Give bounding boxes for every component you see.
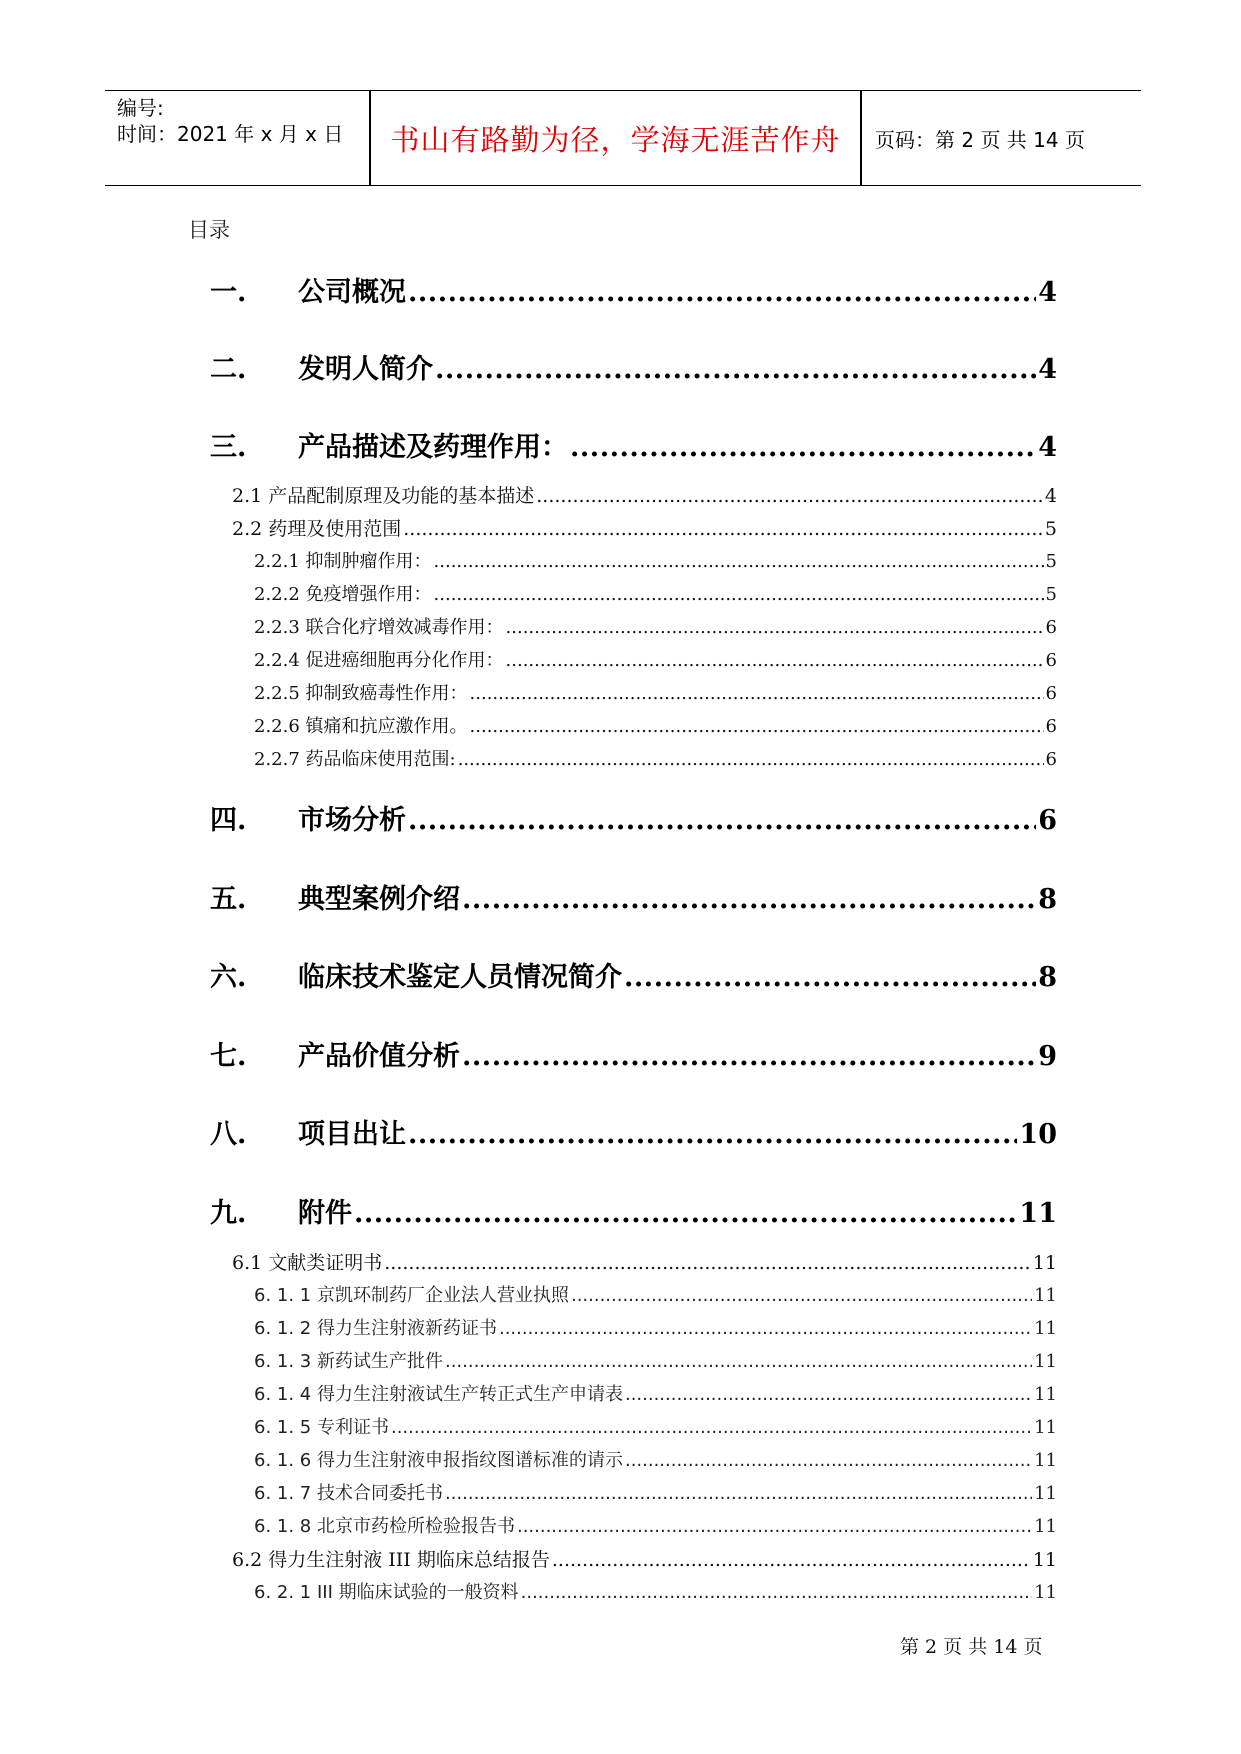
toc-entry-page: 11 (1034, 1351, 1057, 1372)
toc-entry-8[interactable] (210, 1112, 1057, 1152)
toc-entry-number: 二. (210, 354, 247, 385)
toc-entry-number: 五. (210, 884, 247, 915)
toc-entry-number: 三. (210, 432, 247, 463)
toc-entry-page: 9 (1038, 1041, 1057, 1072)
toc-leader-dots (506, 650, 1044, 671)
toc-entry-2-2-7[interactable] (254, 745, 1057, 773)
toc-entry-2-2-5[interactable] (254, 679, 1057, 707)
toc-entry-6-1-1[interactable] (254, 1281, 1057, 1309)
toc-leader-dots (408, 1119, 1017, 1150)
toc-entry-page: 5 (1045, 584, 1057, 605)
toc-leader-dots (462, 1041, 1036, 1072)
toc-leader-dots (391, 1417, 1032, 1438)
toc-leader-dots (462, 884, 1036, 915)
header-motto: 书山有路勤为径，学海无涯苦作舟 (390, 122, 841, 157)
toc-leader-dots (552, 1549, 1031, 1571)
toc-entry-page: 11 (1032, 1252, 1057, 1274)
toc-entry-label: 2.2.2 免疫增强作用： (254, 584, 432, 605)
toc-entry-number: 四. (210, 805, 247, 836)
toc-leader-dots (435, 354, 1036, 385)
toc-entry-page: 8 (1038, 884, 1057, 915)
toc-leader-dots (517, 1516, 1032, 1537)
toc-leader-dots (445, 1351, 1032, 1372)
toc-entry-page: 4 (1038, 354, 1057, 385)
toc-entry-number: 六. (210, 962, 247, 993)
page-header (105, 90, 1141, 186)
toc-entry-6-1-5[interactable] (254, 1413, 1057, 1441)
toc-leader-dots (499, 1318, 1032, 1339)
toc-entry-9[interactable] (210, 1191, 1057, 1231)
toc-entry-label: 产品描述及药理作用： (298, 432, 568, 463)
toc-leader-dots (625, 1450, 1032, 1471)
toc-entry-6[interactable] (210, 955, 1057, 995)
toc-entry-2[interactable] (210, 347, 1057, 387)
toc-entry-page: 6 (1045, 716, 1057, 737)
toc-entry-label: 2.2.7 药品临床使用范围: (254, 749, 456, 770)
toc-entry-2-2-1[interactable] (254, 547, 1057, 575)
toc-entry-page: 6 (1038, 805, 1057, 836)
toc-entry-page: 11 (1019, 1198, 1057, 1229)
toc-entry-label: 附件 (298, 1198, 352, 1229)
toc-entry-6-1-8[interactable] (254, 1512, 1057, 1540)
toc-entry-page: 11 (1034, 1318, 1057, 1339)
toc-leader-dots (521, 1582, 1032, 1603)
toc-entry-label: 6.1 文献类证明书 (232, 1252, 383, 1274)
toc-entry-label: 产品价值分析 (298, 1041, 460, 1072)
toc-entry-6-1-7[interactable] (254, 1479, 1057, 1507)
toc-entry-page: 11 (1034, 1285, 1057, 1306)
toc-entry-label: 典型案例介绍 (298, 884, 460, 915)
toc-entry-2-2-6[interactable] (254, 712, 1057, 740)
toc-leader-dots (354, 1198, 1017, 1229)
toc-entry-label: 2.2.4 促进癌细胞再分化作用： (254, 650, 504, 671)
toc-entry-label: 发明人简介 (298, 354, 433, 385)
toc-leader-dots (571, 1285, 1032, 1306)
toc-leader-dots (434, 551, 1044, 572)
toc-entry-2-2-2[interactable] (254, 580, 1057, 608)
toc-entry-2-2-3[interactable] (254, 613, 1057, 641)
toc-leader-dots (434, 584, 1044, 605)
toc-entry-page: 10 (1019, 1119, 1057, 1150)
toc-entry-number: 八. (210, 1119, 247, 1150)
toc-entry-page: 11 (1032, 1549, 1057, 1571)
toc-entry-label: 6. 1. 5 专利证书 (254, 1417, 389, 1438)
toc-entry-page: 11 (1034, 1450, 1057, 1471)
toc-entry-3[interactable] (210, 425, 1057, 465)
toc-entry-6-1-3[interactable] (254, 1347, 1057, 1375)
toc-entry-label: 项目出让 (298, 1119, 406, 1150)
toc-entry-label: 2.2.5 抑制致癌毒性作用： (254, 683, 468, 704)
toc-entry-page: 5 (1045, 551, 1057, 572)
toc-entry-2-2-4[interactable] (254, 646, 1057, 674)
toc-entry-label: 临床技术鉴定人员情况简介 (298, 962, 622, 993)
toc-leader-dots (408, 805, 1036, 836)
toc-leader-dots (470, 716, 1044, 737)
toc-entry-number: 七. (210, 1041, 247, 1072)
toc-entry-6-2[interactable] (232, 1545, 1057, 1573)
toc-entry-label: 6. 1. 7 技术合同委托书 (254, 1483, 443, 1504)
header-divider (860, 91, 862, 185)
toc-entry-page: 4 (1038, 277, 1057, 308)
toc-entry-label: 市场分析 (298, 805, 406, 836)
toc-entry-1[interactable] (210, 270, 1057, 310)
toc-entry-page: 6 (1045, 749, 1057, 770)
header-page-label: 页码：第 2 页 共 14 页 (875, 127, 1085, 152)
toc-entry-6-1-4[interactable] (254, 1380, 1057, 1408)
page-footer: 第 2 页 共 14 页 (900, 1636, 1043, 1658)
toc-leader-dots (384, 1252, 1031, 1274)
toc-leader-dots (570, 432, 1036, 463)
toc-entry-page: 5 (1044, 518, 1057, 540)
toc-entry-label: 2.2 药理及使用范围 (232, 518, 402, 540)
toc-entry-number: 九. (210, 1198, 247, 1229)
toc-leader-dots (403, 518, 1043, 540)
toc-leader-dots (445, 1483, 1032, 1504)
toc-entry-label: 6. 1. 8 北京市药检所检验报告书 (254, 1516, 515, 1537)
toc-entry-number: 一. (210, 277, 247, 308)
toc-entry-page: 6 (1045, 683, 1057, 704)
document-number-label: 编号: (117, 96, 164, 120)
toc-entry-label: 6. 1. 3 新药试生产批件 (254, 1351, 443, 1372)
document-time-label: 时间：2021 年 x 月 x 日 (117, 122, 344, 146)
toc-entry-page: 11 (1034, 1483, 1057, 1504)
toc-entry-label: 2.2.1 抑制肿瘤作用： (254, 551, 432, 572)
toc-entry-6-1-2[interactable] (254, 1314, 1057, 1342)
toc-entry-page: 11 (1034, 1417, 1057, 1438)
toc-entry-label: 6.2 得力生注射液 III 期临床总结报告 (232, 1549, 550, 1571)
toc-entry-7[interactable] (210, 1034, 1057, 1074)
toc-leader-dots (536, 485, 1043, 507)
toc-entry-5[interactable] (210, 877, 1057, 917)
toc-leader-dots (458, 749, 1044, 770)
toc-entry-page: 8 (1038, 962, 1057, 993)
toc-entry-page: 6 (1045, 617, 1057, 638)
toc-entry-page: 11 (1034, 1384, 1057, 1405)
toc-leader-dots (624, 962, 1036, 993)
toc-entry-label: 6. 1. 6 得力生注射液申报指纹图谱标准的请示 (254, 1450, 623, 1471)
toc-entry-4[interactable] (210, 798, 1057, 838)
toc-entry-label: 公司概况 (298, 277, 406, 308)
toc-entry-2-2[interactable] (232, 514, 1057, 542)
toc-entry-6-2-1[interactable] (254, 1578, 1057, 1606)
toc-entry-2-1[interactable] (232, 481, 1057, 509)
toc-entry-label: 6. 1. 1 京凯环制药厂企业法人营业执照 (254, 1285, 569, 1306)
toc-entry-label: 2.2.3 联合化疗增效减毒作用： (254, 617, 504, 638)
toc-title: 目录 (188, 218, 230, 242)
toc-entry-label: 6. 1. 4 得力生注射液试生产转正式生产申请表 (254, 1384, 623, 1405)
toc-entry-label: 2.2.6 镇痛和抗应激作用。 (254, 716, 468, 737)
toc-entry-label: 6. 2. 1 III 期临床试验的一般资料 (254, 1582, 519, 1603)
toc-entry-page: 6 (1045, 650, 1057, 671)
toc-leader-dots (408, 277, 1036, 308)
toc-entry-page: 11 (1034, 1516, 1057, 1537)
toc-entry-label: 6. 1. 2 得力生注射液新药证书 (254, 1318, 497, 1339)
header-meta (117, 95, 343, 147)
toc-leader-dots (506, 617, 1044, 638)
toc-entry-page: 4 (1044, 485, 1057, 507)
toc-entry-page: 4 (1038, 432, 1057, 463)
toc-entry-6-1-6[interactable] (254, 1446, 1057, 1474)
toc-entry-6-1[interactable] (232, 1248, 1057, 1276)
toc-leader-dots (625, 1384, 1032, 1405)
toc-leader-dots (470, 683, 1044, 704)
toc-entry-page: 11 (1034, 1582, 1057, 1603)
toc-entry-label: 2.1 产品配制原理及功能的基本描述 (232, 485, 535, 507)
